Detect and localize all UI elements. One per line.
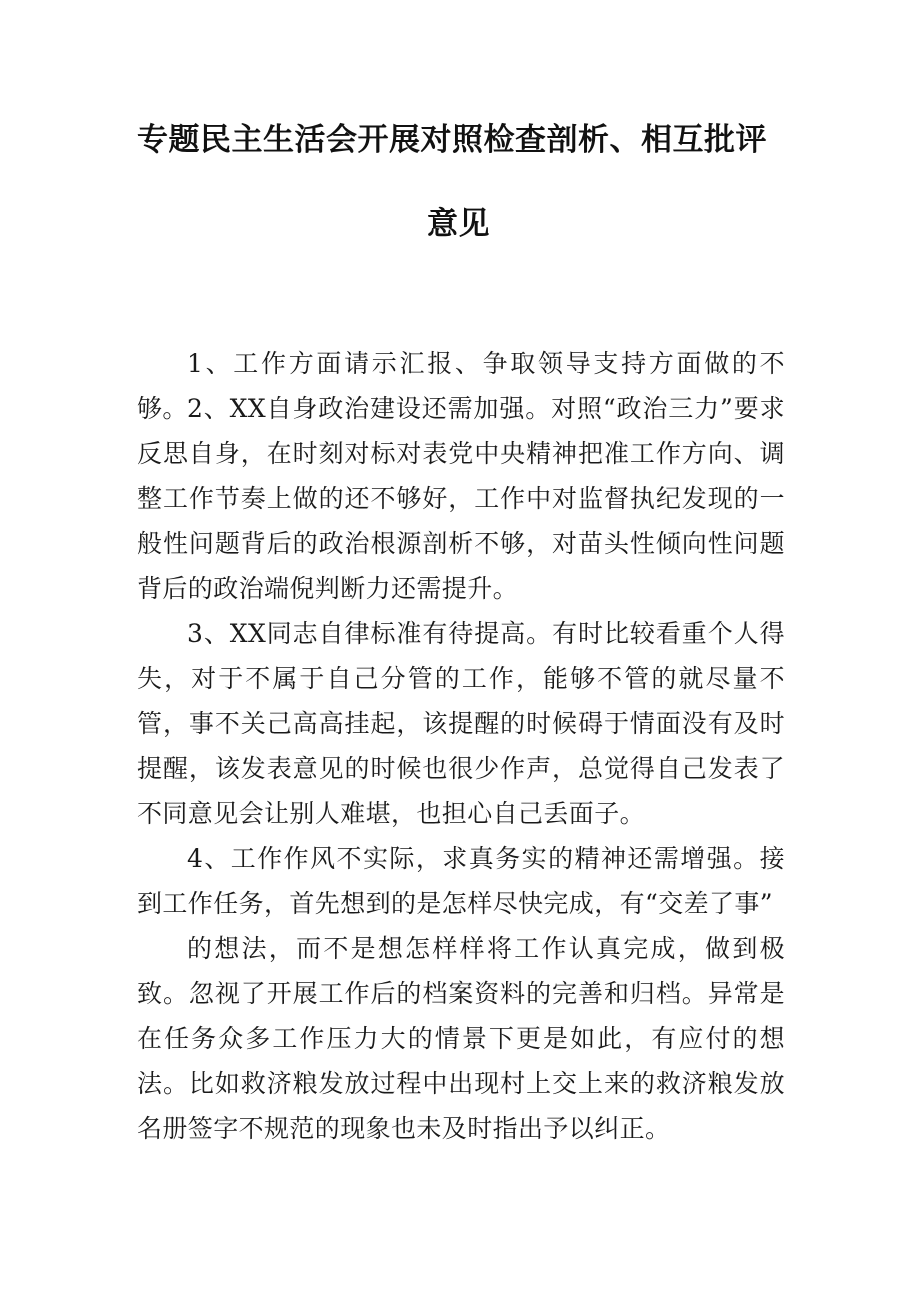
document-title-line-1: 专题民主生活会开展对照检查剖析、相互批评 bbox=[137, 122, 767, 158]
paragraph-4-part-1: 4、工作作风不实际，求真务实的精神还需增强。接到工作任务，首先想到的是怎样尽快完成，有“交差了事” bbox=[137, 844, 785, 918]
paragraph-1: 1、工作方面请示汇报、争取领导支持方面做的不够。 bbox=[137, 349, 785, 423]
paragraph-3: 3、XX同志自律标准有待提高。有时比较看重个人得失，对于不属于自己分管的工作，能够不管的就尽量不管，事不关己高高挂起，该提醒的时候碍于情面没有及时提醒，该发表意见的时候也很少作声，总觉得自己发表了不同意见会让别人难堪，也担心自己丢面子。 bbox=[137, 619, 785, 828]
paragraph-2: 2、XX自身政治建设还需加强。对照“政治三力”要求反思自身，在时刻对标对表党中央精神把准工作方向、调整工作节奏上做的还不够好，工作中对监督执纪发现的一般性问题背后的政治根源剖析不够，对苗头性倾向性问题背后的政治端倪判断力还需提升。 bbox=[137, 394, 785, 603]
document-title-line-2: 意见 bbox=[427, 206, 490, 242]
paragraph-4-part-2: 的想法，而不是想怎样样将工作认真完成，做到极致。忽视了开展工作后的档案资料的完善和归档。异常是在任务众多工作压力大的情景下更是如此，有应付的想法。比如救济粮发放过程中出现村上交上来的救济粮发放名册签字不规范的现象也未及时指出予以纠正。 bbox=[137, 934, 785, 1143]
